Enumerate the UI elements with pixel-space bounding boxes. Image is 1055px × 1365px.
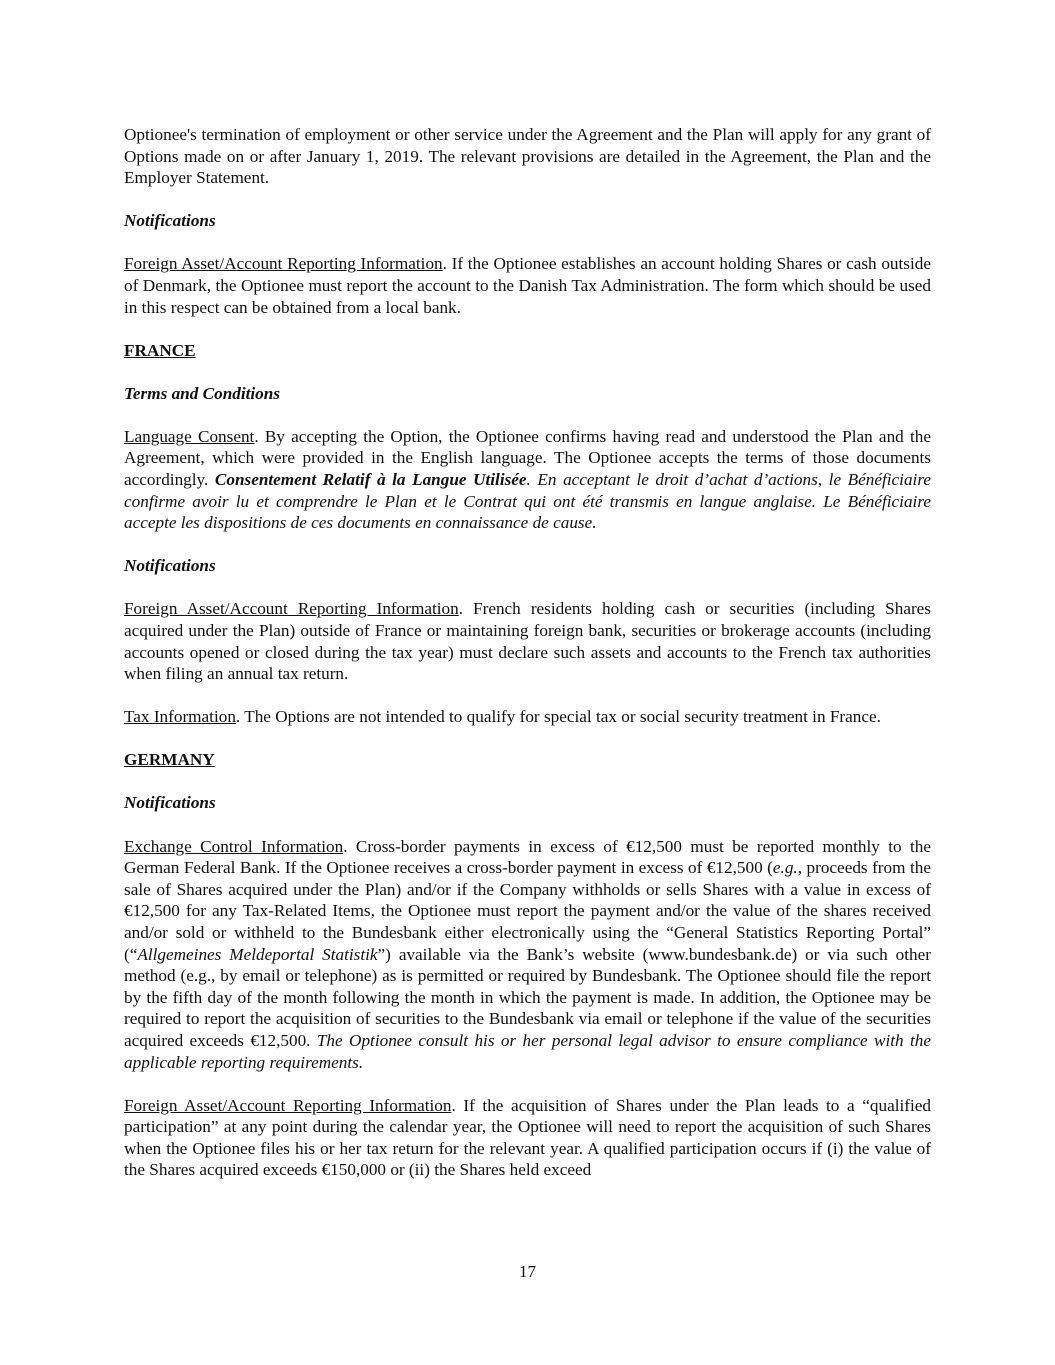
france-language-consent-french-heading: Consentement Relatif à la Langue Utilisée	[214, 470, 527, 490]
germany-foreign-asset-paragraph	[124, 1095, 931, 1181]
germany-exchange-control-advice: The Optionee consult his or her personal legal advisor to ensure compliance with the applicable reporting requirements.	[124, 1030, 932, 1072]
germany-foreign-asset-label: Foreign Asset/Account Reporting Information	[124, 1095, 452, 1115]
france-terms-heading: Terms and Conditions	[124, 383, 281, 403]
germany-exchange-control-text-3: ”) available via the Bank’s website (www.bundesbank.de) or via such other method (e.g., by email or telephone) as is permitted or required by Bundesbank. The Optionee should file the report by the fifth day of the month following the month in which the payment is made. In addition, the Optionee may be required to report the acquisition of securities to the Bundesbank via email or telephone if the value of the securities acquired exceeds €12,500.	[124, 944, 931, 1050]
germany-heading: GERMANY	[124, 750, 215, 770]
germany-exchange-control-portal: Allgemeines Meldeportal Statistik	[137, 944, 378, 964]
germany-foreign-asset-text: . If the acquisition of Shares under the Plan leads to a “qualified participation” at any point during the calendar year, the Optionee will need to report the acquisition of such Shares when the Optionee files his or her tax return for the relevant year. A qualified participation occurs if (i) the value of the Shares acquired exceeds €150,000 or (ii) the Shares held exceed	[124, 1095, 931, 1180]
france-heading: FRANCE	[124, 340, 196, 360]
france-foreign-asset-text: . French residents holding cash or securities (including Shares acquired under the Plan) outside of France or maintaining foreign bank, securities or brokerage accounts (including accounts opened or closed during the tax year) must declare such assets and accounts to the French tax authorities when filing an annual tax return.	[124, 599, 931, 684]
france-foreign-asset-paragraph	[124, 598, 931, 684]
france-language-consent-label: Language Consent	[124, 426, 255, 446]
france-tax-text: . The Options are not intended to qualify for special tax or social security treatment in France.	[235, 707, 881, 727]
germany-exchange-control-text-2: , proceeds from the sale of Shares acquired under the Plan) and/or if the Company withholds or sells Shares with a value in excess of €12,500 for any Tax-Related Items, the Optionee must report the payment and/or the value of the shares received and/or sold or withheld to the Bundesbank either electronically using the “General Statistics Reporting Portal” (“	[124, 858, 931, 964]
germany-exchange-control-text-1: . Cross-border payments in excess of €12,500 must be reported monthly to the German Federal Bank. If the Optionee receives a cross-border payment in excess of €12,500 (	[124, 836, 931, 878]
germany-notifications-heading: Notifications	[124, 793, 216, 813]
intro-text: Optionee's termination of employment or other service under the Agreement and the Plan will apply for any grant of Options made on or after January 1, 2019. The relevant provisions are detailed in the Agreement, the Plan and the Employer Statement.	[124, 125, 931, 188]
page-number: 17	[519, 1262, 536, 1281]
germany-exchange-control-label: Exchange Control Information	[124, 836, 344, 856]
germany-exchange-control-paragraph	[124, 836, 931, 1074]
denmark-notifications-heading: Notifications	[124, 211, 216, 231]
france-tax-paragraph	[124, 706, 931, 728]
france-language-consent-french-text: . En acceptant le droit d’achat d’actions, le Bénéficiaire confirme avoir lu et comprendre le Plan et le Contrat qui ont été transmis en langue anglaise. Le Bénéficiaire accepte les dispositions de ces documents en connaissance de cause.	[124, 470, 931, 533]
france-tax-label: Tax Information	[124, 707, 236, 727]
france-language-consent-paragraph	[124, 426, 931, 534]
intro-paragraph	[124, 124, 931, 189]
denmark-foreign-asset-paragraph	[124, 253, 931, 318]
france-foreign-asset-label: Foreign Asset/Account Reporting Information	[124, 599, 459, 619]
france-language-consent-text: . By accepting the Option, the Optionee confirms having read and understood the Plan and the Agreement, which were provided in the English language. The Optionee accepts the terms of those documents accordingly.	[124, 426, 931, 490]
denmark-foreign-asset-label: Foreign Asset/Account Reporting Information	[124, 254, 443, 274]
france-notifications-heading: Notifications	[124, 556, 216, 576]
germany-exchange-control-eg: e.g.	[772, 858, 798, 878]
document-page	[124, 124, 931, 1202]
denmark-foreign-asset-text: . If the Optionee establishes an account holding Shares or cash outside of Denmark, the Optionee must report the account to the Danish Tax Administration. The form which should be used in this respect can be obtained from a local bank.	[124, 254, 931, 317]
